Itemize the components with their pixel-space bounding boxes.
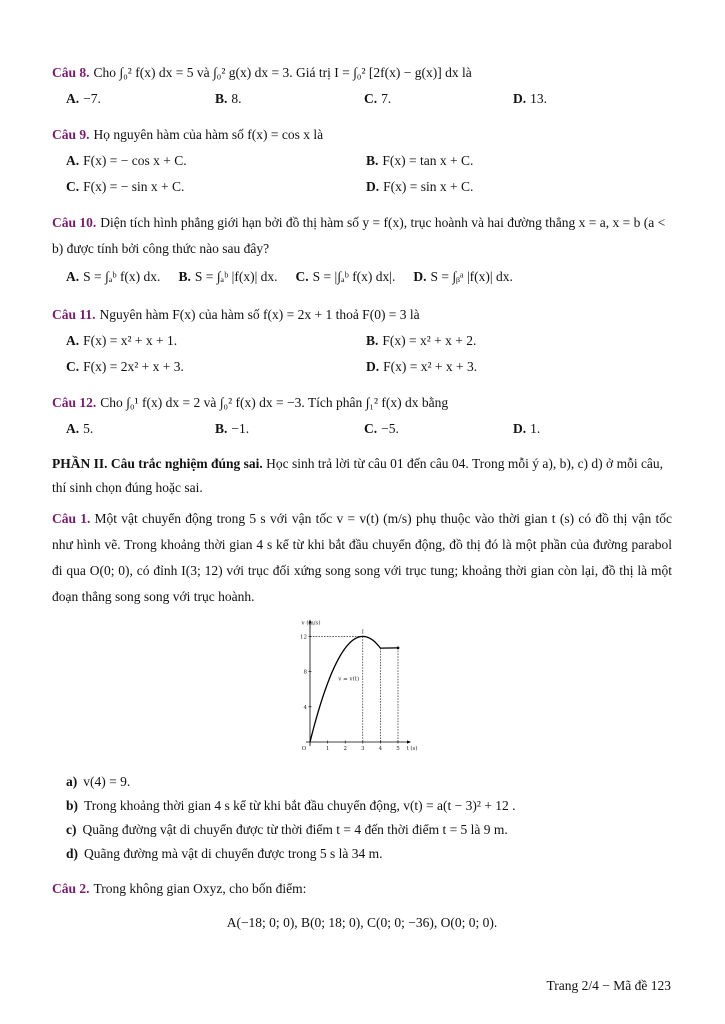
- statement-c: c) Quãng đường vật di chuyển được từ thời điểm t = 4 đến thời điểm t = 5 là 9 m.: [66, 822, 508, 837]
- x-axis-arrow: [407, 740, 411, 743]
- statement-b: b) Trong khoảng thời gian 4 s kể từ khi bắt đầu chuyển động, v(t) = a(t − 3)² + 12 .: [66, 798, 516, 813]
- option-a: A. S = ∫ₐᵇ f(x) dx.: [66, 269, 161, 284]
- option-b: B. F(x) = x² + x + 2.: [366, 333, 477, 348]
- y-tick-label: 8: [303, 669, 307, 676]
- option-c: C. 7.: [364, 91, 392, 106]
- part-2-instruction: Học sinh trả lời từ câu 01 đến câu 04. Trong mỗi ý a), b), c) d) ở mỗi câu, thí sinh chọn đúng hoặc sai.: [52, 456, 664, 495]
- page-footer: Trang 2/4 − Mã đề 123: [546, 978, 671, 993]
- option-d: D. S = ∫ᵦᵃ |f(x)| dx.: [413, 269, 513, 284]
- x-axis-label: t (s): [406, 746, 418, 752]
- part-2-heading: PHẦN II. Câu trắc nghiệm đúng sai.: [52, 456, 263, 471]
- question-text: Một vật chuyển động trong 5 s với vận tốc v = v(t) (m/s) phụ thuộc vào thời gian t (s) có đồ thị vận tốc như hình vẽ. Trong khoảng thời gian 4 s kể từ khi bắt đầu chuyển động, đồ thị đó là một phần của đường parabol đi qua O(0; 0), có đỉnh I(3; 12) với trục đối xứng song song với trục tung; khoảng thời gian còn lại, đồ thị là một đoạn thẳng song song với trục hoành.: [52, 511, 672, 604]
- part-2-header: [52, 452, 672, 500]
- option-a: A. F(x) = x² + x + 1.: [66, 333, 178, 348]
- origin-label: O: [301, 746, 307, 752]
- end-point: [397, 646, 400, 649]
- x-tick-label: 3: [361, 746, 365, 752]
- x-tick-label: 5: [396, 746, 400, 752]
- question-8: [52, 60, 672, 112]
- question-10: [52, 210, 672, 292]
- option-d: D. F(x) = x² + x + 3.: [366, 359, 478, 374]
- x-tick-label: 1: [325, 746, 330, 752]
- question-label: Câu 11.: [52, 307, 96, 322]
- graph-labels: [300, 619, 418, 752]
- question-stem: Cho ∫₀² f(x) dx = 5 và ∫₀² g(x) dx = 3. Giá trị I = ∫₀² [2f(x) − g(x)] dx là: [93, 65, 472, 80]
- x-tick-label: 2: [343, 746, 347, 752]
- option-d: D. F(x) = sin x + C.: [366, 179, 474, 194]
- statement-a: a) v(4) = 9.: [66, 774, 131, 789]
- option-c: C. −5.: [364, 421, 399, 436]
- option-b: B. F(x) = tan x + C.: [366, 153, 474, 168]
- option-d: D. 1.: [513, 421, 541, 436]
- y-tick-label: 12: [300, 634, 307, 641]
- question-12: [52, 390, 672, 442]
- option-c: C. F(x) = − sin x + C.: [66, 179, 185, 194]
- option-a: A. F(x) = − cos x + C.: [66, 153, 187, 168]
- question-stem: Nguyên hàm F(x) của hàm số f(x) = 2x + 1 thoả F(0) = 3 là: [99, 307, 420, 322]
- option-b: B. S = ∫ₐᵇ |f(x)| dx.: [178, 269, 278, 284]
- question-label: Câu 10.: [52, 215, 97, 230]
- question-text: Trong không gian Oxyz, cho bốn điểm:: [93, 881, 307, 896]
- curve-path: [310, 636, 398, 742]
- question-11: [52, 302, 672, 380]
- option-b: B. −1.: [215, 421, 250, 436]
- question-stem: Diện tích hình phẳng giới hạn bởi đồ thị hàm số y = f(x), trục hoành và hai đường thẳng x = a, x = b (a < b) được tính bởi công thức nào sau đây?: [52, 215, 666, 256]
- question-label: Câu 1.: [52, 511, 91, 526]
- y-tick-label: 4: [303, 704, 307, 711]
- option-a: A. −7.: [66, 91, 101, 106]
- option-a: A. 5.: [66, 421, 94, 436]
- question-9: [52, 122, 672, 200]
- x-tick-label: 4: [378, 746, 383, 752]
- question-label: Câu 8.: [52, 65, 90, 80]
- question-stem: Cho ∫₀¹ f(x) dx = 2 và ∫₀² f(x) dx = −3. Tích phân ∫₁² f(x) dx bằng: [100, 395, 449, 410]
- question-label: Câu 12.: [52, 395, 97, 410]
- velocity-time-graph: [286, 618, 436, 758]
- question-stem: Họ nguyên hàm của hàm số f(x) = cos x là: [93, 127, 324, 142]
- option-b: B. 8.: [215, 91, 242, 106]
- exam-page: [52, 60, 672, 948]
- guide-lines: [310, 636, 398, 742]
- question-label: Câu 9.: [52, 127, 90, 142]
- option-d: D. 13.: [513, 91, 547, 106]
- curve-label: v = v(t): [338, 676, 360, 683]
- velocity-curve: [310, 636, 399, 742]
- question-label: Câu 2.: [52, 881, 90, 896]
- option-c: C. S = |∫ₐᵇ f(x) dx|.: [295, 269, 396, 284]
- y-axis-label: v (m/s): [301, 620, 321, 627]
- statement-d: d) Quãng đường mà vật di chuyển được trong 5 s là 34 m.: [66, 846, 383, 861]
- vertex-label: I: [361, 629, 364, 636]
- option-c: C. F(x) = 2x² + x + 3.: [66, 359, 184, 374]
- tf-question-1: [52, 506, 672, 866]
- points-list: A(−18; 0; 0), B(0; 18; 0), C(0; 0; −36), O(0; 0; 0).: [226, 915, 498, 930]
- tf-question-2: [52, 876, 672, 938]
